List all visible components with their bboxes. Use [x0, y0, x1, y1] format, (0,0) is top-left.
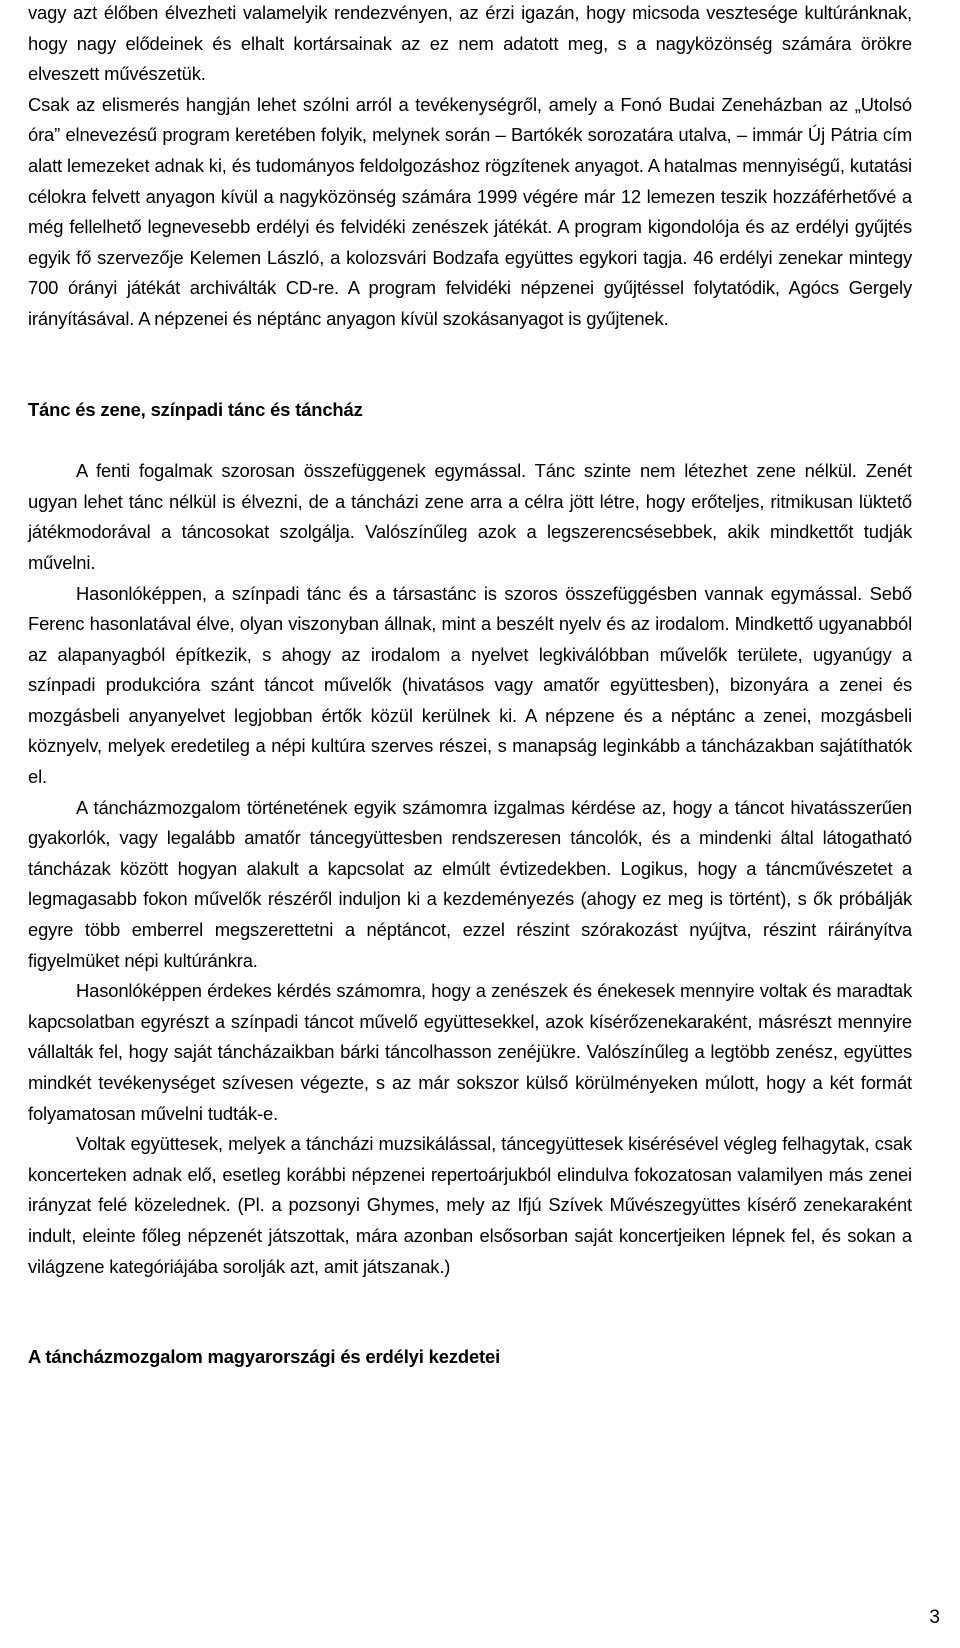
paragraph-zeneszek-kerdes: Hasonlóképpen érdekes kérdés számomra, hogy a zenészek és énekesek mennyire voltak és maradtak kapcsolatban egyrészt a színpadi táncot művelő együttesekkel, azok kísérőzenekaraként, másrészt mennyire vállalták fel, hogy saját táncházaikban bárki táncolhasson zenéjükre. Valószínűleg a legtöbb zenész, együttes mindkét tevékenységet szívesen végezte, s az már sokszor külső körülményeken múlott, hogy a két formát folyamatosan művelni tudták-e.: [28, 980, 912, 1124]
paragraph-fogalmak: A fenti fogalmak szorosan összefüggenek egymással. Tánc szinte nem létezhet zene nélkül. Zenét ugyan lehet tánc nélkül is élvezni, de a táncházi zene arra a célra jött létre, hogy erőteljes, ritmikusan lüktető játékmodorával a táncosokat szolgálja. Valószínűleg azok a legszerencsésebbek, akik mindkettőt tudják művelni.: [28, 460, 912, 573]
paragraph-utolso-ora: Csak az elismerés hangján lehet szólni arról a tevékenységről, amely a Fonó Budai Zeneházban az „Utolsó óra” elnevezésű program keretében folyik, melynek során – Bartókék sorozatára utalva, – immár Új Pátria cím alatt lemezeket adnak ki, és tudományos feldolgozáshoz rögzítenek anyagot. A hatalmas mennyiségű, kutatási célokra felvett anyagon kívül a nagyközönség számára 1999 végére már 12 lemezen teszik hozzáférhetővé a még fellelhető legnevesebb erdélyi és felvidéki zenészek játékát. A program kigondolója és az erdélyi gyűjtés egyik fő szervezője Kelemen László, a kolozsvári Bodzafa együttes egykori tagja. 46 erdélyi zenekar mintegy 700 órányi játékát archiválták CD-re. A program felvidéki népzenei gyűjtéssel folytatódik, Agócs Gergely irányításával. A népzenei és néptánc anyagon kívül szokásanyagot is gyűjtenek.: [28, 93, 912, 329]
page-number: 3: [929, 1607, 940, 1628]
section-heading-tanc-es-zene: Tánc és zene, színpadi tánc és táncház: [28, 398, 363, 420]
spacer: [28, 1282, 912, 1342]
paragraph-continuation: vagy azt élőben élvezheti valamelyik rendezvényen, az érzi igazán, hogy micsoda vesztesége kultúránknak, hogy nagy elődeinek és elhalt kortársainak az ez nem adatott meg, s a nagyközönség számára örökre elveszett művészetük.: [28, 2, 912, 85]
section-heading-kezdetei: A táncházmozgalom magyarországi és erdélyi kezdetei: [28, 1346, 501, 1368]
paragraph-tanchazmozgalom-kerdes: A táncházmozgalom történetének egyik számomra izgalmas kérdése az, hogy a táncot hivatásszerűen gyakorlók, vagy legalább amatőr táncegyüttesben rendszeresen táncolók, és a mindenki által látogatható táncházak között hogyan alakult a kapcsolat az elmúlt évtizedekben. Logikus, hogy a táncművészetet a legmagasabb fokon művelők részéről induljon ki a kezdeményezés (ahogy ez meg is történt), s ők próbálják egyre több emberrel megszerettetni a néptáncot, ezzel részint szórakozást nyújtva, részint ráirányítva figyelmüket népi kultúránkra.: [28, 796, 912, 971]
spacer: [28, 335, 912, 395]
page-content: [28, 0, 912, 1373]
spacer: [28, 425, 912, 456]
paragraph-egyuttesek: Voltak együttesek, melyek a táncházi muzsikálással, táncegyüttesek kisérésével végleg felhagytak, csak koncerteken adnak elő, esetleg korábbi népzenei repertoárjukból elindulva fokozatosan valamilyen más zenei irányzat felé közelednek. (Pl. a pozsonyi Ghymes, mely az Ifjú Szívek Művészegyüttes kísérő zenekaraként indult, eleinte főleg népzenét játszottak, mára azonban elsősorban saját koncertjeiken lépnek fel, és sokan a világzene kategóriájába sorolják azt, amit játszanak.): [28, 1133, 912, 1277]
paragraph-szinpadi-tanc: Hasonlóképpen, a színpadi tánc és a társastánc is szoros összefüggésben vannak egymással. Sebő Ferenc hasonlatával élve, olyan viszonyban állnak, mint a beszélt nyelv és az irodalom. Mindkettő ugyanabból az alapanyagból építkezik, s ahogy az irodalom a nyelvet legkiválóbban művelők területe, ugyanúgy a színpadi produkcióra szánt táncot művelők (hivatásos vagy amatőr együttesben), bizonyára a zenei és mozgásbeli anyanyelvet legjobban értők közül kerülnek ki. A népzene és a néptánc a zenei, mozgásbeli köznyelv, melyek eredetileg a népi kultúra szerves részei, s manapság leginkább a táncházakban sajátíthatók el.: [28, 582, 912, 788]
